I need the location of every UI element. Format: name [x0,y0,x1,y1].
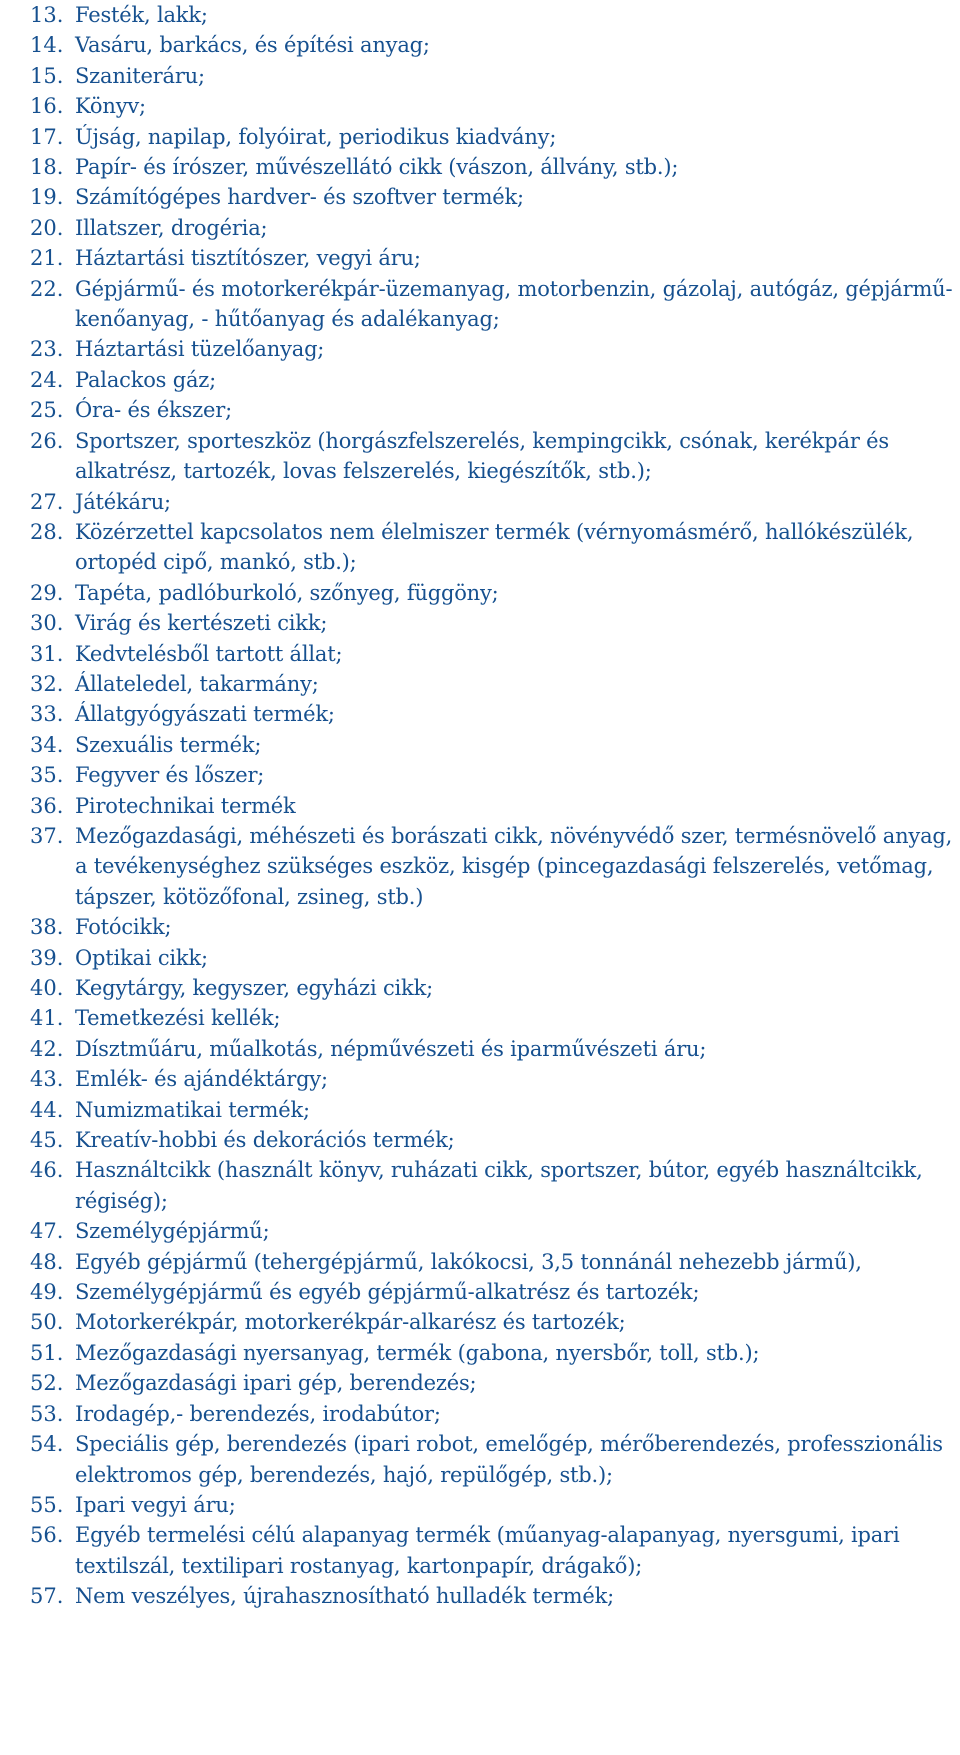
item-number: 36. [30,793,64,818]
item-number: 37. [30,823,64,848]
list-item [30,1095,955,1125]
list-item [30,821,955,912]
list-item [30,1034,955,1064]
item-number: 24. [30,367,64,392]
item-text: Személygépjármű és egyéb gépjármű-alkatrész és tartozék; [75,1280,700,1305]
list-item [30,395,955,425]
item-number: 18. [30,155,64,180]
item-number: 25. [30,398,64,423]
item-text: Fegyver és lőszer; [75,763,265,788]
item-text: Papír- és írószer, művészellátó cikk (vászon, állvány, stb.); [75,155,679,180]
item-text: Kegytárgy, kegyszer, egyházi cikk; [75,976,433,1000]
list-item [30,943,955,973]
item-number: 54. [30,1432,64,1457]
item-text: Játékáru; [75,489,171,514]
list-item [30,243,955,273]
item-text: Temetkezési kellék; [75,1006,281,1031]
list-item [30,578,955,608]
list-item [30,760,955,790]
list-item [30,912,955,942]
list-item [30,122,955,152]
item-number: 19. [30,185,64,210]
item-number: 40. [30,976,64,1000]
list-item [30,213,955,243]
item-text: Egyéb termelési célú alapanyag termék (műanyag-alapanyag, nyersgumi, ipari textilszál, textilipari rostanyag, kartonpapír, drágakő); [75,1523,900,1578]
list-item [30,1338,955,1368]
item-number: 45. [30,1128,64,1153]
item-number: 23. [30,337,64,362]
list-item [30,30,955,60]
list-item [30,1247,955,1277]
list-item [30,1003,955,1033]
item-number: 35. [30,763,64,788]
list-item [30,152,955,182]
item-text: Virág és kertészeti cikk; [75,611,328,636]
item-number: 21. [30,246,64,271]
list-item [30,791,955,821]
item-text: Számítógépes hardver- és szoftver termék; [75,185,524,210]
item-number: 41. [30,1006,64,1031]
item-number: 42. [30,1036,64,1061]
item-number: 51. [30,1340,64,1365]
item-text: Ipari vegyi áru; [75,1492,236,1517]
list-item [30,1064,955,1094]
item-number: 27. [30,489,64,514]
item-text: Illatszer, drogéria; [75,215,268,240]
list-item [30,669,955,699]
list-item [30,608,955,638]
item-text: Használtcikk (használt könyv, ruházati cikk, sportszer, bútor, egyéb használtcikk, régiség); [75,1158,923,1213]
item-text: Óra- és ékszer; [75,398,232,423]
item-text: Palackos gáz; [75,367,217,392]
item-number: 13. [30,3,64,27]
list-item [30,1399,955,1429]
list-item [30,426,955,487]
item-number: 14. [30,33,64,58]
item-text: Fotócikk; [75,915,172,940]
list-item [30,1368,955,1398]
item-text: Gépjármű- és motorkerékpár-üzemanyag, motorbenzin, gázolaj, autógáz, gépjármű-kenőanyag, - hűtőanyag és adalékanyag; [75,276,953,332]
list-item [30,639,955,669]
item-text: Emlék- és ajándéktárgy; [75,1067,328,1092]
item-number: 33. [30,702,64,727]
item-text: Személygépjármű; [75,1219,270,1244]
list-item [30,1490,955,1520]
item-text: Háztartási tisztítószer, vegyi áru; [75,246,421,271]
list-item [30,1429,955,1490]
item-text: Állateledel, takarmány; [75,671,319,696]
list-item [30,61,955,91]
item-number: 56. [30,1523,64,1548]
list-item [30,517,955,578]
item-text: Állatgyógyászati termék; [75,702,335,727]
list-item [30,1307,955,1337]
item-number: 15. [30,63,64,88]
item-text: Könyv; [75,94,146,119]
item-text: Festék, lakk; [75,3,208,27]
item-number: 53. [30,1401,64,1426]
list-item [30,365,955,395]
list-item [30,973,955,1003]
item-text: Kreatív-hobbi és dekorációs termék; [75,1128,455,1153]
item-text: Háztartási tüzelőanyag; [75,337,325,362]
item-text: Motorkerékpár, motorkerékpár-alkarész és tartozék; [75,1310,626,1335]
item-number: 30. [30,611,64,636]
item-number: 55. [30,1492,64,1517]
list-item [30,1520,955,1581]
list-item [30,1155,955,1216]
item-number: 29. [30,580,64,605]
item-number: 26. [30,428,64,453]
item-number: 52. [30,1371,64,1396]
list-item [30,1125,955,1155]
item-number: 32. [30,671,64,696]
item-number: 49. [30,1280,64,1305]
list-item [30,487,955,517]
item-number: 48. [30,1249,64,1274]
list-item [30,730,955,760]
item-text: Szexuális termék; [75,732,262,757]
item-text: Mezőgazdasági nyersanyag, termék (gabona, nyersbőr, toll, stb.); [75,1340,760,1365]
list-item [30,182,955,212]
item-text: Irodagép,- berendezés, irodabútor; [75,1401,441,1426]
item-text: Egyéb gépjármű (tehergépjármű, lakókocsi, 3,5 tonnánál nehezebb jármű), [75,1249,862,1274]
list-item [30,1216,955,1246]
item-text: Optikai cikk; [75,945,208,970]
item-number: 31. [30,641,64,666]
list-item [30,334,955,364]
item-number: 43. [30,1067,64,1092]
item-number: 17. [30,124,64,149]
list-item [30,274,955,335]
item-number: 39. [30,945,64,970]
item-number: 34. [30,732,64,757]
item-text: Szaniteráru; [75,63,205,88]
list-item [30,91,955,121]
list-item [30,699,955,729]
item-number: 16. [30,94,64,119]
item-text: Numizmatikai termék; [75,1097,310,1122]
item-number: 20. [30,215,64,240]
item-number: 44. [30,1097,64,1122]
document-body [30,0,955,1612]
item-text: Mezőgazdasági ipari gép, berendezés; [75,1371,477,1396]
item-text: Közérzettel kapcsolatos nem élelmiszer termék (vérnyomásmérő, hallókészülék, ortopéd cipő, mankó, stb.); [75,519,914,575]
list-item [30,1581,955,1611]
item-text: Kedvtelésből tartott állat; [75,641,343,666]
item-number: 57. [30,1584,64,1609]
item-text: Sportszer, sporteszköz (horgászfelszerelés, kempingcikk, csónak, kerékpár és alkatrész, tartozék, lovas felszerelés, kiegészítők, stb.); [75,428,889,484]
item-text: Vasáru, barkács, és építési anyag; [75,33,430,58]
item-text: Speciális gép, berendezés (ipari robot, emelőgép, mérőberendezés, professzionális elektromos gép, berendezés, hajó, repülőgép, stb.); [75,1432,943,1487]
list-item [30,1277,955,1307]
item-text: Pirotechnikai termék [75,793,296,818]
item-number: 22. [30,276,64,301]
item-number: 46. [30,1158,64,1183]
item-text: Nem veszélyes, újrahasznosítható hulladék termék; [75,1584,614,1609]
list-item [30,0,955,30]
item-text: Mezőgazdasági, méhészeti és borászati cikk, növényvédő szer, termésnövelő anyag, a tevékenységhez szükséges eszköz, kisgép (pincegazdasági felszerelés, vetőmag, tápszer, kötözőfonal, zsineg, stb.) [75,823,953,909]
item-number: 28. [30,519,64,544]
item-number: 47. [30,1219,64,1244]
item-text: Tapéta, padlóburkoló, szőnyeg, függöny; [75,580,499,605]
item-text: Újság, napilap, folyóirat, periodikus kiadvány; [75,124,557,149]
item-number: 38. [30,915,64,940]
item-text: Dísztműáru, műalkotás, népművészeti és iparművészeti áru; [75,1036,707,1061]
item-number: 50. [30,1310,64,1335]
